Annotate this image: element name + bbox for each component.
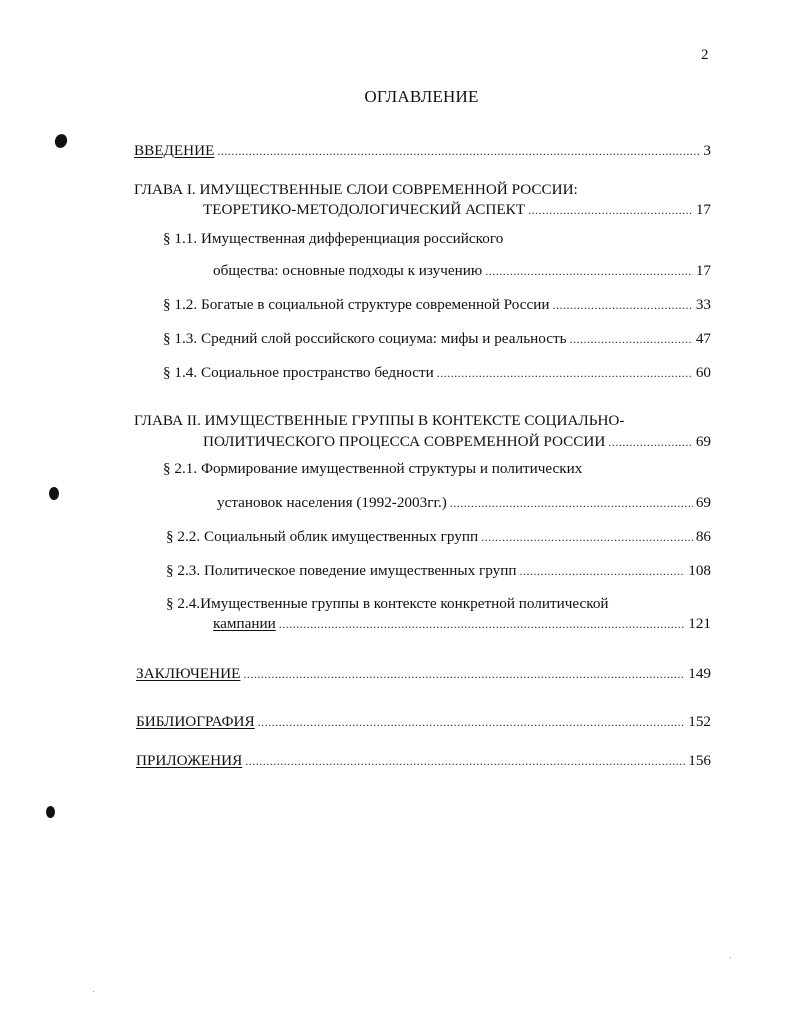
toc-entry-page: 3 [703, 142, 711, 159]
toc-chapter1-line2[interactable] [203, 201, 711, 219]
toc-entry-title: § 1.3. Средний слой российского социума: мифы и реальность [163, 330, 567, 347]
toc-entry-page: 86 [695, 528, 711, 545]
toc-entry-page: 17 [695, 262, 711, 279]
toc-entry-title: ПОЛИТИЧЕСКОГО ПРОЦЕССА СОВРЕМЕННОЙ РОССИИ [203, 433, 606, 450]
toc-entry-title: ВВЕДЕНИЕ [134, 142, 215, 159]
toc-entry-title: § 1.4. Социальное пространство бедности [163, 364, 434, 381]
toc-section-1-1-line1[interactable]: § 1.1. Имущественная дифференциация российского [163, 230, 504, 247]
dot-leader [243, 667, 685, 682]
toc-chapter2-line2[interactable] [203, 433, 711, 451]
toc-section-2-1-line2[interactable] [217, 494, 711, 512]
toc-entry-page: 17 [695, 201, 711, 218]
toc-entry-title: ПРИЛОЖЕНИЯ [136, 752, 243, 769]
toc-entry-page: 33 [695, 296, 711, 313]
toc-entry-bibliography[interactable] [136, 713, 711, 731]
dot-leader [450, 496, 693, 511]
toc-entry-appendices[interactable] [136, 752, 711, 770]
toc-entry-title: ТЕОРЕТИКО-МЕТОДОЛОГИЧЕСКИЙ АСПЕКТ [203, 201, 526, 218]
toc-entry-title: ЗАКЛЮЧЕНИЕ [136, 665, 241, 682]
ink-blot-mark [46, 806, 55, 818]
toc-entry-page: 108 [688, 562, 711, 579]
toc-entry-page: 69 [695, 494, 711, 511]
dot-leader [570, 332, 693, 347]
toc-entry-conclusion[interactable] [136, 665, 711, 683]
toc-entry-title: установок населения (1992-2003гг.) [217, 494, 447, 511]
dot-leader [279, 617, 685, 632]
toc-chapter2-line1[interactable]: ГЛАВА II. ИМУЩЕСТВЕННЫЕ ГРУППЫ В КОНТЕКСТЕ СОЦИАЛЬНО- [134, 412, 625, 429]
toc-section-1-3[interactable] [163, 330, 711, 348]
page-number: 2 [701, 47, 709, 63]
dot-leader [520, 564, 686, 579]
toc-entry-page: 47 [695, 330, 711, 347]
toc-section-2-4-line2[interactable] [213, 615, 711, 633]
toc-section-1-2[interactable] [163, 296, 711, 314]
dot-leader [481, 530, 693, 545]
page-title: ОГЛАВЛЕНИЕ [364, 87, 479, 106]
dot-leader [608, 435, 692, 450]
dot-leader [485, 264, 693, 279]
toc-entry-page: 69 [695, 433, 711, 450]
toc-chapter1-line1[interactable]: ГЛАВА I. ИМУЩЕСТВЕННЫЕ СЛОИ СОВРЕМЕННОЙ РОССИИ: [134, 181, 578, 198]
toc-entry-title: кампании [213, 615, 276, 632]
dot-leader [217, 144, 700, 159]
scan-speck [93, 991, 94, 992]
toc-entry-title: общества: основные подходы к изучению [213, 262, 483, 279]
toc-entry-page: 149 [688, 665, 711, 682]
toc-entry-page: 121 [688, 615, 711, 632]
toc-section-1-4[interactable] [163, 364, 711, 382]
toc-entry-title: БИБЛИОГРАФИЯ [136, 713, 255, 730]
toc-entry-page: 60 [695, 364, 711, 381]
toc-section-2-2[interactable] [166, 528, 711, 546]
toc-entry-page: 156 [688, 752, 711, 769]
toc-entry-title: § 2.3. Политическое поведение имущественных групп [166, 562, 517, 579]
dot-leader [437, 366, 693, 381]
dot-leader [245, 754, 685, 769]
dot-leader [552, 298, 692, 313]
ink-blot-mark [53, 132, 69, 149]
dot-leader [258, 715, 686, 730]
toc-entry-title: § 1.2. Богатые в социальной структуре современной России [163, 296, 550, 313]
toc-section-1-1-line2[interactable] [213, 262, 711, 280]
dot-leader [528, 203, 693, 218]
toc-section-2-3[interactable] [166, 562, 711, 580]
toc-entry-title: § 2.2. Социальный облик имущественных групп [166, 528, 479, 545]
scan-speck [730, 957, 731, 958]
toc-section-2-1-line1[interactable]: § 2.1. Формирование имущественной структуры и политических [163, 460, 583, 477]
toc-section-2-4-line1[interactable]: § 2.4.Имущественные группы в контексте конкретной политической [166, 595, 609, 612]
ink-blot-mark [49, 487, 59, 500]
toc-entry-intro[interactable] [134, 142, 711, 160]
toc-entry-page: 152 [688, 713, 711, 730]
